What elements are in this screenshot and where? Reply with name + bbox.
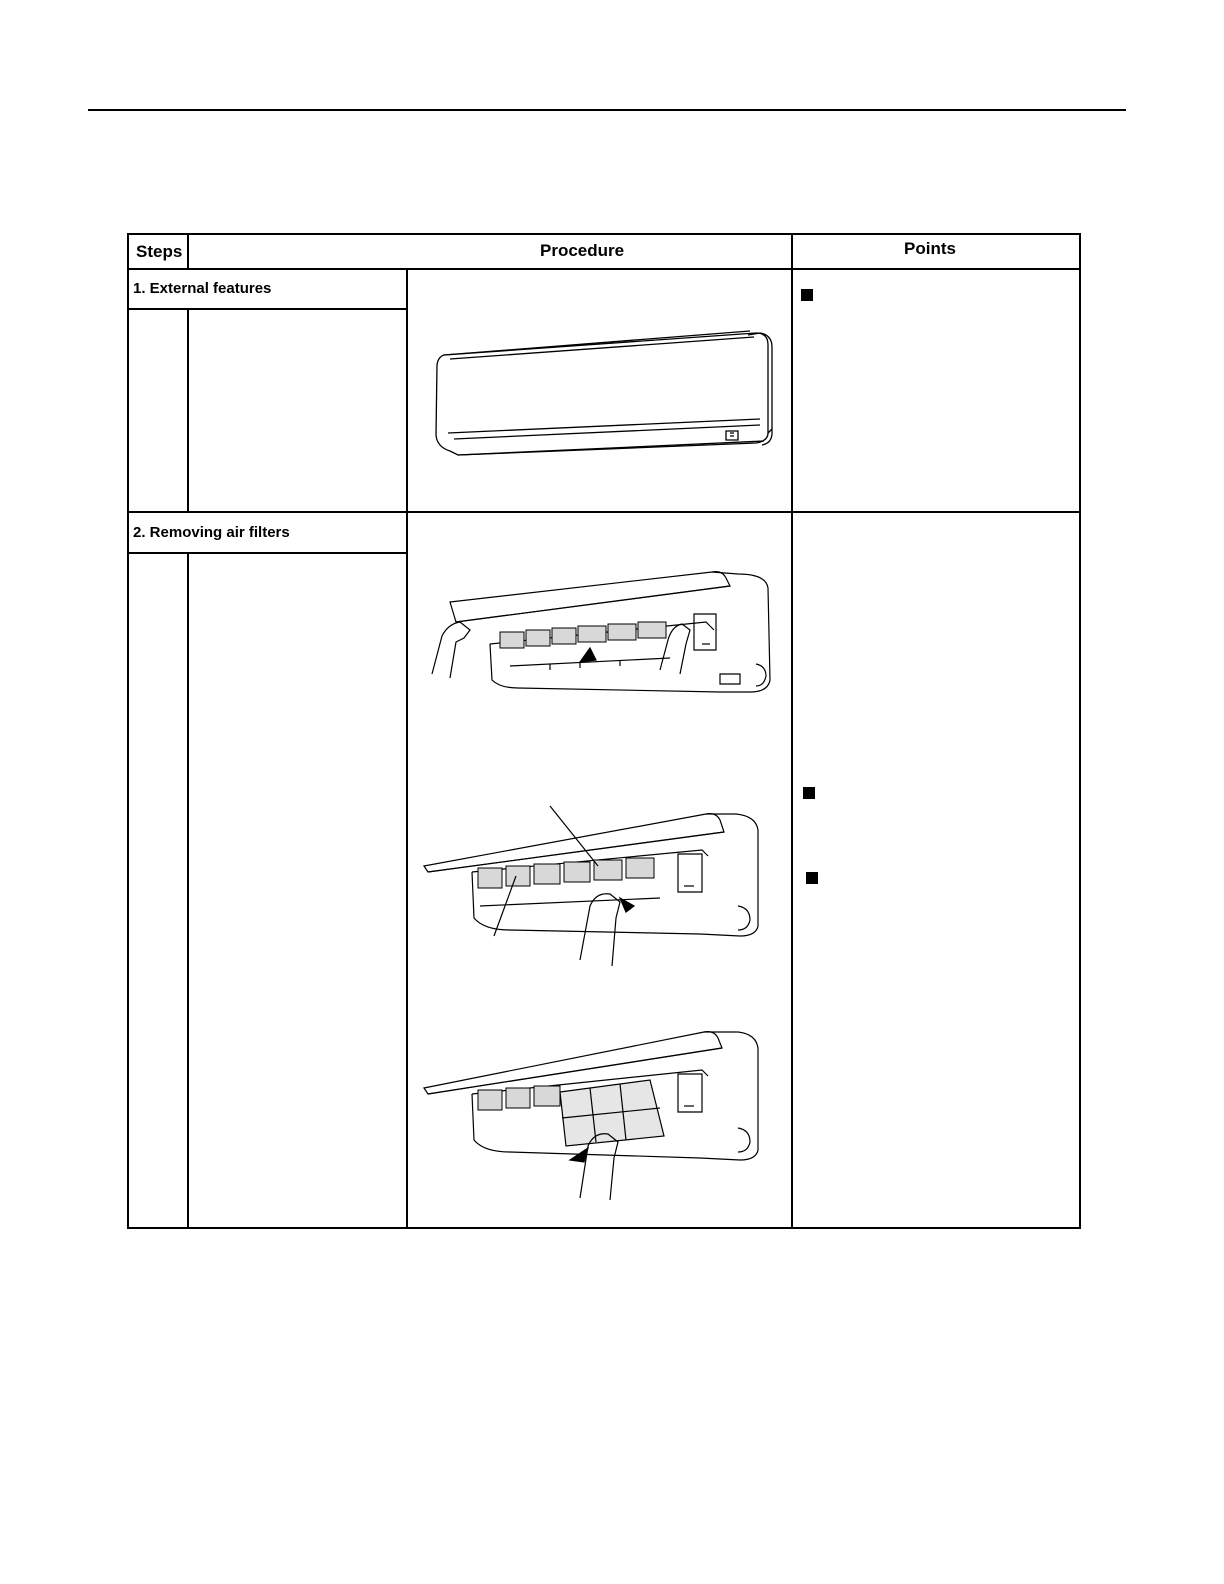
header-points: Points bbox=[904, 239, 956, 258]
indoor-unit-closed-illustration bbox=[430, 325, 775, 465]
row2-title-rule bbox=[129, 552, 406, 554]
point-bullet-3 bbox=[806, 872, 818, 884]
row1-title-rule bbox=[129, 308, 406, 310]
row-separator bbox=[129, 511, 1079, 513]
indoor-unit-panel-open-illustration bbox=[420, 570, 775, 700]
figure-col-divider-1 bbox=[406, 268, 408, 513]
procedure-col-divider bbox=[791, 235, 793, 1227]
top-rule bbox=[88, 109, 1126, 111]
figure-col-divider-2 bbox=[406, 513, 408, 1227]
filter-unlatch-illustration bbox=[420, 810, 765, 970]
step-title-external-features: 1. External features bbox=[133, 280, 272, 297]
point-bullet-2 bbox=[803, 787, 815, 799]
steps-col-divider bbox=[187, 235, 189, 1227]
filter-removal-illustration bbox=[420, 1028, 765, 1203]
header-steps: Steps bbox=[136, 242, 183, 261]
point-bullet-1 bbox=[801, 289, 813, 301]
header-bottom-rule bbox=[129, 268, 1079, 270]
header-procedure: Procedure bbox=[540, 241, 625, 260]
step-title-removing-air-filters: 2. Removing air filters bbox=[133, 524, 290, 541]
